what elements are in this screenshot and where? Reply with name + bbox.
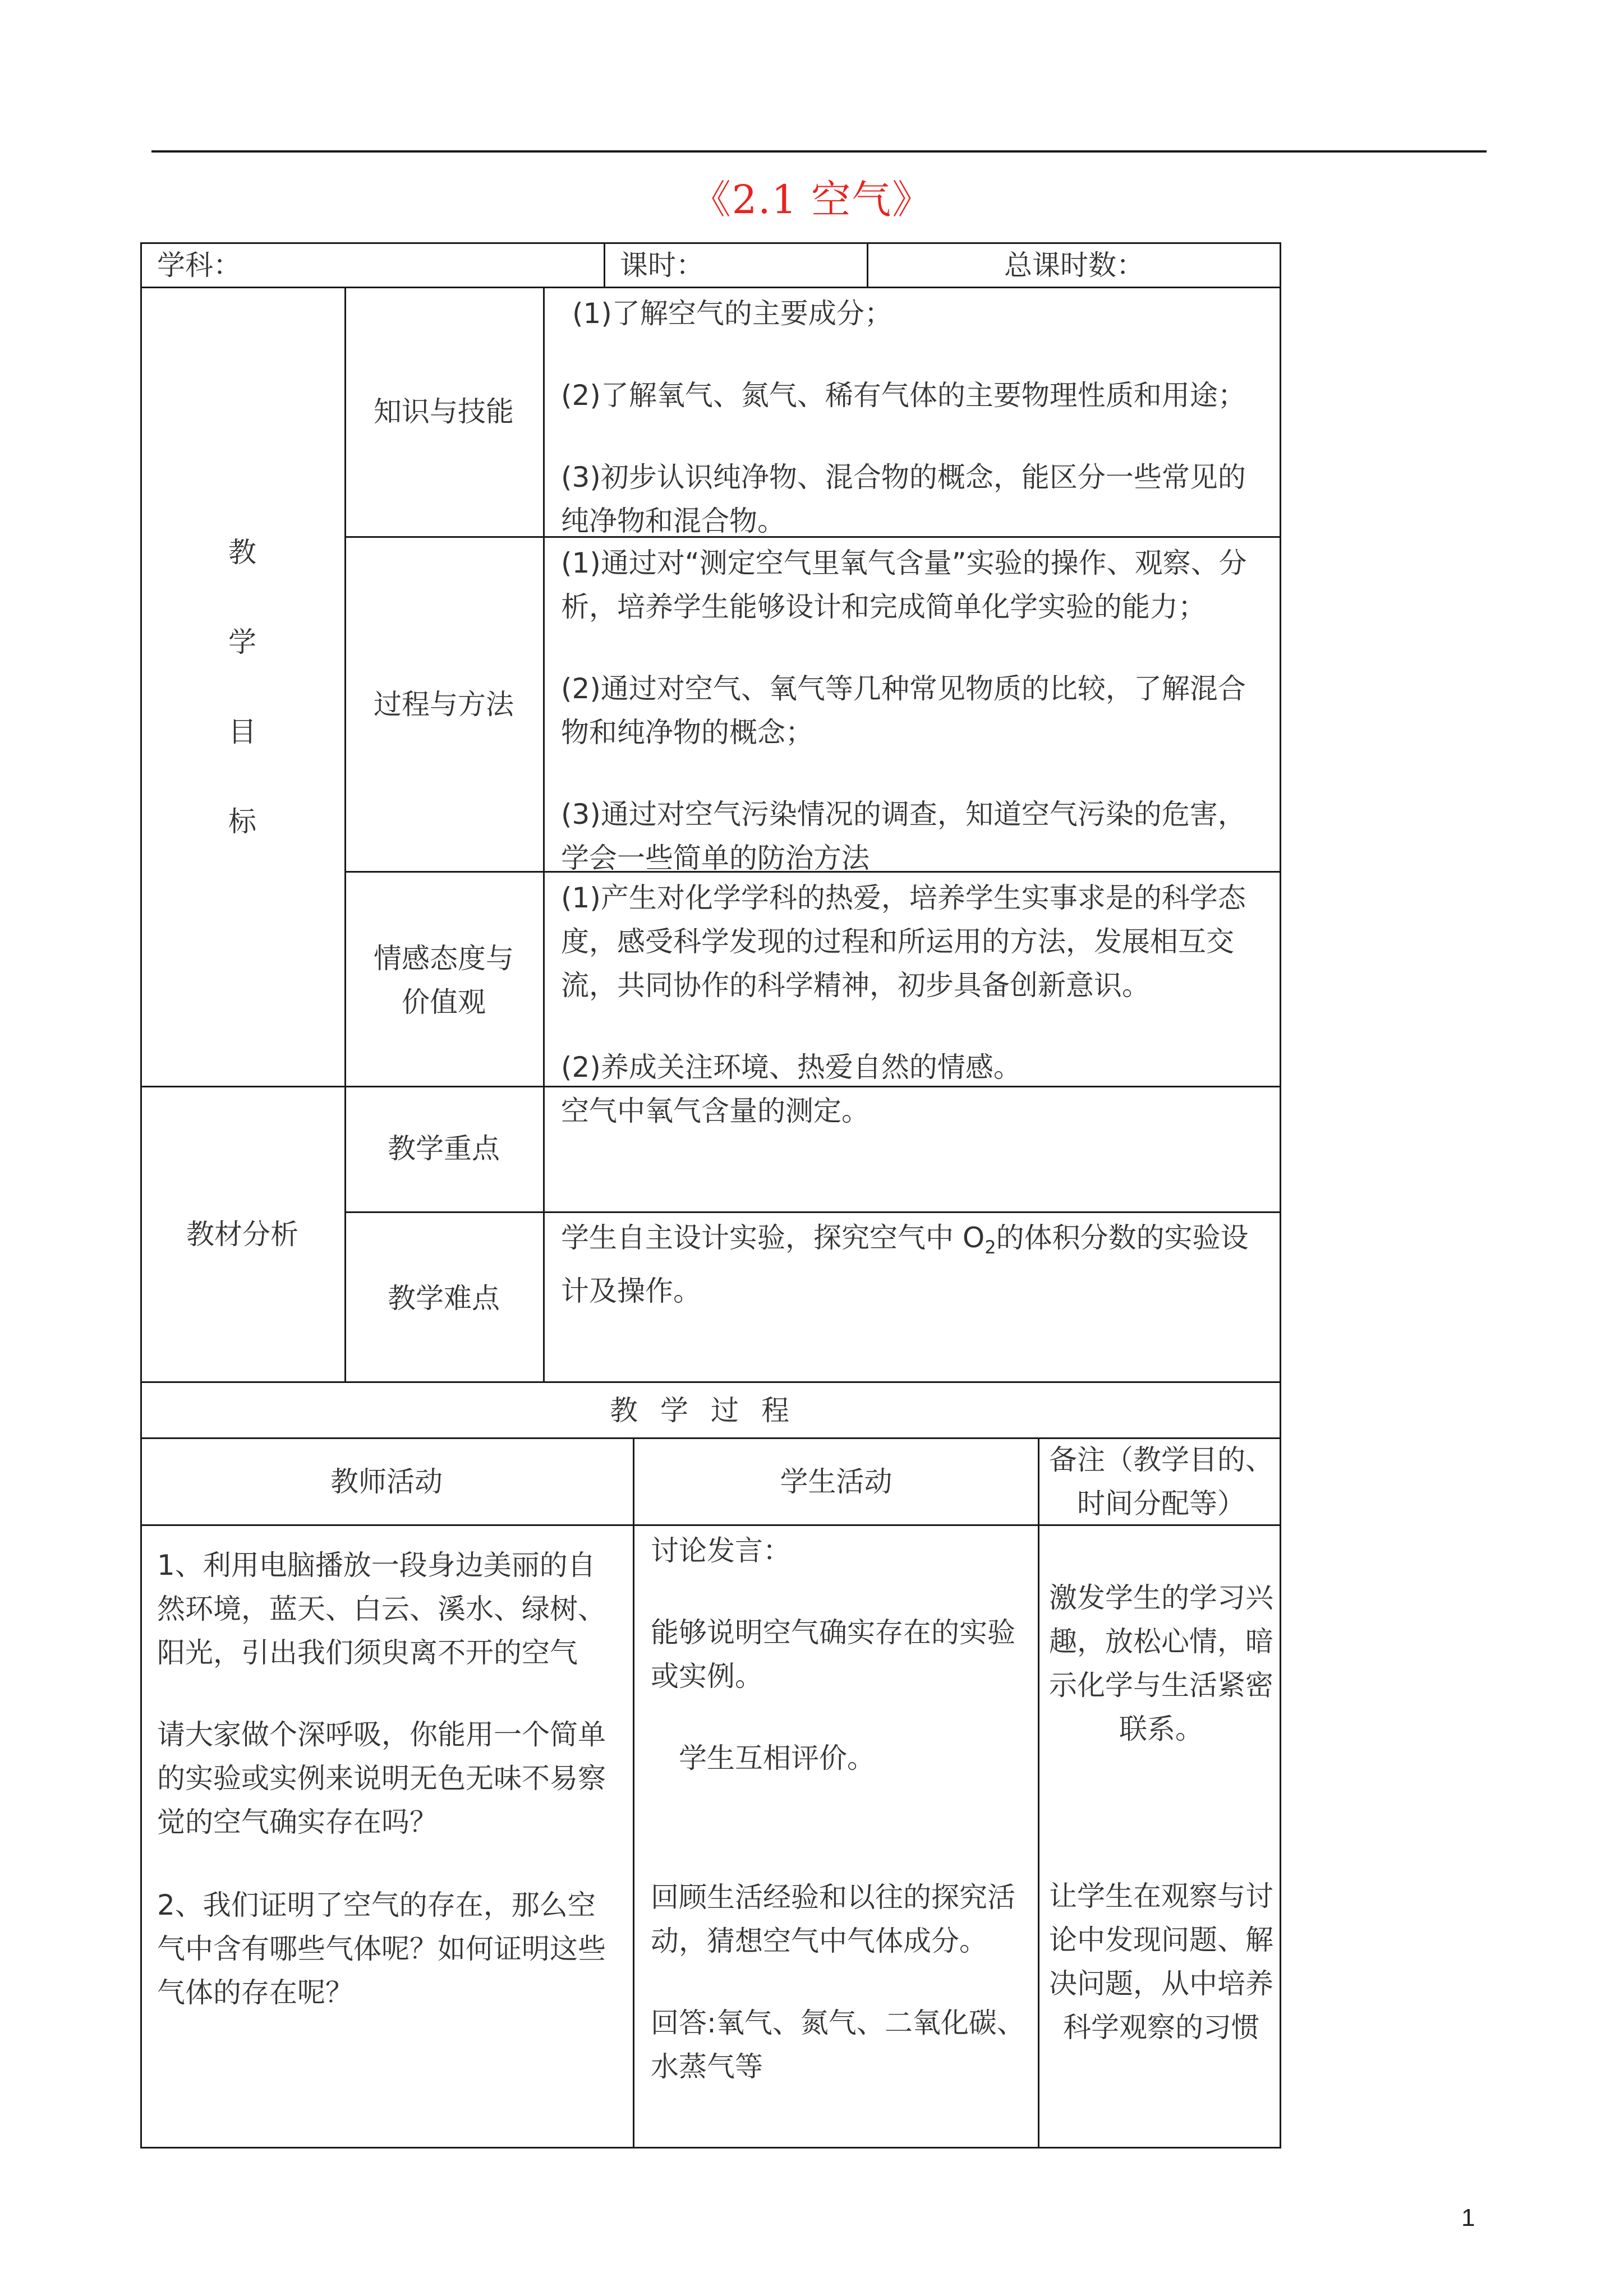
knowledge-label: 知识与技能 bbox=[374, 395, 514, 428]
teacher-item-3: 2、我们证明了空气的存在，那么空气中含有哪些气体呢？如何证明这些气体的存在呢？ bbox=[157, 1889, 606, 2009]
notes-item-2: 让学生在观察与讨论中发现问题、解决问题，从中培养科学观察的习惯 bbox=[1049, 1880, 1273, 2044]
difficulty-text-end: 的体积分数的实验设计及操作。 bbox=[561, 1221, 1249, 1307]
student-activity-content bbox=[651, 1529, 1032, 2088]
process-item-1: (1)通过对“测定空气里氧气含量”实验的操作、观察、分析，培养学生能够设计和完成简单化学实验的能力； bbox=[561, 547, 1247, 623]
objectives-char-3: 目 bbox=[228, 716, 256, 748]
process-item-3: (3)通过对空气污染情况的调查，知道空气污染的危害，学会一些简单的防治方法 bbox=[561, 798, 1246, 874]
teaching-difficulty-label: 教学难点 bbox=[388, 1281, 500, 1315]
objectives-content-divider bbox=[543, 287, 545, 1087]
emotion-content bbox=[561, 876, 1273, 1089]
teaching-key-content: 空气中氧气含量的测定。 bbox=[561, 1095, 869, 1127]
teacher-activity-content bbox=[157, 1543, 623, 2014]
header-rule bbox=[151, 150, 1487, 153]
teacher-activity-header: 教师活动 bbox=[330, 1465, 443, 1498]
student-activity-header: 学生活动 bbox=[780, 1465, 892, 1498]
student-item-2: 能够说明空气确实存在的实验或实例。 bbox=[651, 1616, 1015, 1693]
page-number: 1 bbox=[1461, 2204, 1475, 2232]
difficulty-subscript: 2 bbox=[984, 1237, 996, 1258]
student-item-5: 回答:氧气、氮气、二氧化碳、水蒸气等 bbox=[651, 2007, 1025, 2083]
document-title: 《2.1 空气》 bbox=[691, 177, 933, 223]
header-divider-2 bbox=[867, 242, 868, 288]
teaching-difficulty-content bbox=[561, 1216, 1273, 1313]
knowledge-item-2: (2)了解氧气、氮气、稀有气体的主要物理性质和用途； bbox=[561, 379, 1246, 412]
objectives-char-2: 学 bbox=[228, 626, 256, 658]
difficulty-text-start: 学生自主设计实验，探究空气中 O bbox=[561, 1221, 985, 1254]
knowledge-item-1: (1)了解空气的主要成分； bbox=[572, 297, 892, 330]
process-title: 教学过程 bbox=[610, 1394, 812, 1427]
notes-content bbox=[1049, 1576, 1273, 2049]
total-lessons-label: 总课时数： bbox=[1004, 249, 1144, 282]
notes-header: 备注（教学目的、时间分配等） bbox=[1049, 1444, 1273, 1520]
student-item-4: 回顾生活经验和以往的探究活动，猜想空气中气体成分。 bbox=[651, 1881, 1015, 1957]
process-method-content bbox=[561, 541, 1273, 880]
knowledge-item-3: (3)初步认识纯净物、混合物的概念，能区分一些常见的纯净物和混合物。 bbox=[561, 461, 1246, 537]
objectives-char-4: 标 bbox=[228, 805, 256, 838]
objectives-char-1: 教 bbox=[228, 536, 256, 569]
emotion-item-1: (1)产生对化学学科的热爱，培养学生实事求是的科学态度，感受科学发现的过程和所运用的方法，发展相互交流，共同协作的科学精神，初步具备创新意识。 bbox=[561, 882, 1246, 1002]
analysis-label: 教材分析 bbox=[186, 1218, 298, 1251]
teaching-key-label: 教学重点 bbox=[388, 1132, 500, 1165]
student-item-3: 学生互相评价。 bbox=[679, 1742, 875, 1774]
student-item-1: 讨论发言： bbox=[651, 1534, 791, 1567]
objectives-label bbox=[140, 287, 344, 1087]
lesson-label: 课时： bbox=[620, 249, 704, 282]
emotion-label: 情感态度与价值观 bbox=[374, 942, 514, 1018]
process-method-label: 过程与方法 bbox=[374, 688, 514, 721]
analysis-content-divider bbox=[543, 1086, 545, 1383]
header-divider-1 bbox=[604, 242, 605, 288]
process-item-2: (2)通过对空气、氧气等几种常见物质的比较，了解混合物和纯净物的概念； bbox=[561, 672, 1246, 749]
knowledge-content bbox=[561, 292, 1273, 543]
teacher-item-2: 请大家做个深呼吸，你能用一个简单的实验或实例来说明无色无味不易察觉的空气确实存在吗？ bbox=[157, 1718, 606, 1838]
notes-item-1: 激发学生的学习兴趣，放松心情，暗示化学与生活紧密联系。 bbox=[1049, 1582, 1273, 1745]
teacher-item-1: 1、利用电脑播放一段身边美丽的自然环境，蓝天、白云、溪水、绿树、阳光，引出我们须臾离不开的空气 bbox=[157, 1549, 606, 1669]
subject-label: 学科： bbox=[157, 249, 241, 282]
emotion-item-2: (2)养成关注环境、热爱自然的情感。 bbox=[561, 1051, 1022, 1084]
